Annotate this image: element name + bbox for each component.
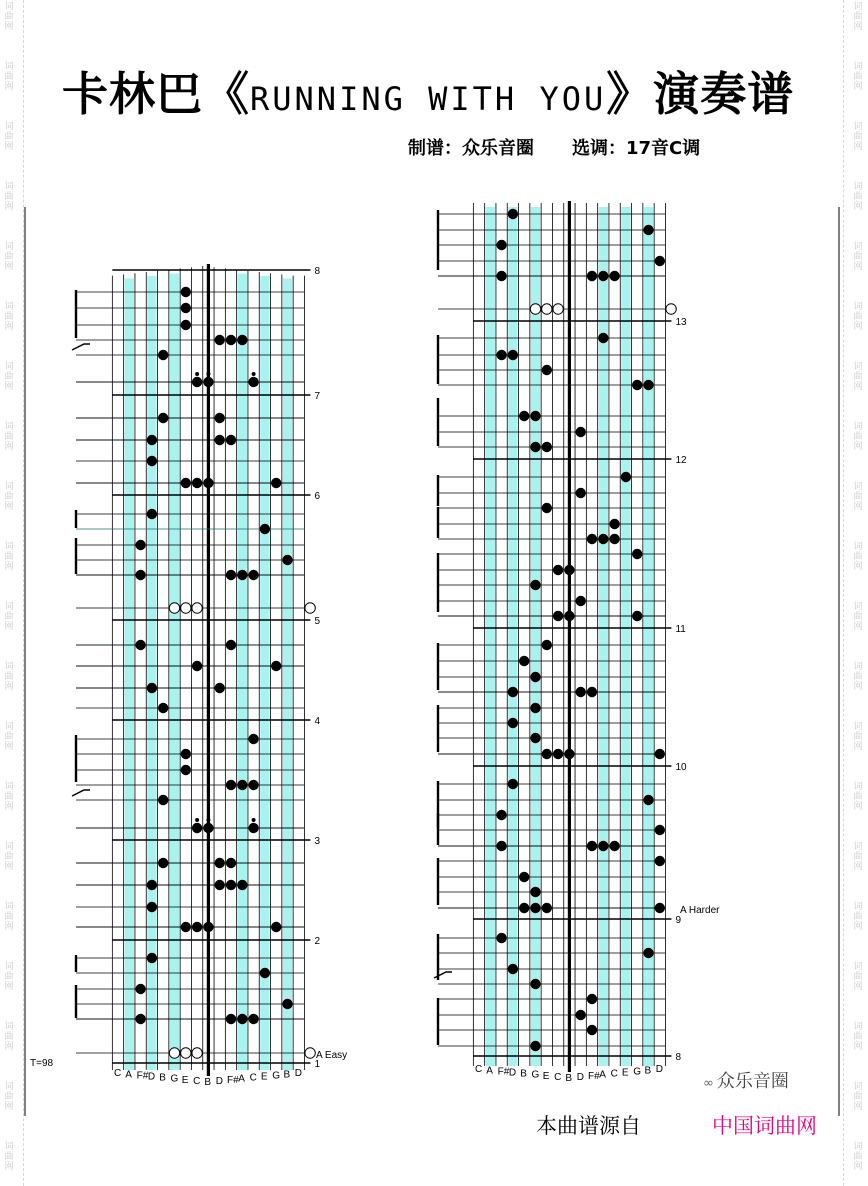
note-dot xyxy=(271,478,281,488)
watermark-mark: 词 曲 网 xyxy=(853,362,863,392)
note-dot xyxy=(519,872,529,882)
note-dot xyxy=(530,887,540,897)
note-dot xyxy=(158,795,168,805)
watermark-mark: 词 曲 网 xyxy=(4,182,14,212)
note-dot xyxy=(192,377,202,387)
note-dot xyxy=(564,611,574,621)
note-dot xyxy=(248,1014,258,1024)
note-dot xyxy=(181,922,191,932)
note-dot xyxy=(598,333,608,343)
teal-tine-band xyxy=(621,207,630,1066)
hold-note xyxy=(530,304,540,314)
watermark-mark: 词 曲 网 xyxy=(4,782,14,812)
note-dot xyxy=(215,335,225,345)
watermark-mark: 词 曲 网 xyxy=(853,482,863,512)
section-harder: A Harder xyxy=(680,905,720,916)
note-dot xyxy=(215,683,225,693)
note-dot xyxy=(576,596,586,606)
hold-note xyxy=(181,1048,191,1058)
note-dot xyxy=(192,478,202,488)
note-dot xyxy=(237,570,247,580)
key-label: D xyxy=(508,1067,517,1079)
note-dot xyxy=(496,933,506,943)
wechat-icon: ∞ xyxy=(703,1076,714,1091)
watermark-mark: 词 曲 网 xyxy=(853,842,863,872)
note-dot xyxy=(226,335,236,345)
note-dot xyxy=(226,858,236,868)
teal-tine-band xyxy=(508,207,517,1066)
note-dot xyxy=(203,377,213,387)
watermark-mark: 词 曲 网 xyxy=(853,542,863,572)
slur-mark xyxy=(72,790,90,796)
watermark-mark: 词 曲 网 xyxy=(853,422,863,452)
key-label: B xyxy=(565,1073,573,1084)
note-dot xyxy=(609,519,619,529)
note-dot xyxy=(587,534,597,544)
note-dot xyxy=(643,225,653,235)
teal-tine-band xyxy=(238,274,247,1070)
note-dot xyxy=(147,880,157,890)
measure-number: 7 xyxy=(314,391,321,402)
source-site: 中国词曲网 xyxy=(712,1114,817,1138)
note-dot xyxy=(508,350,518,360)
key-select: 选调：17音C调 xyxy=(572,138,701,159)
right-score-column xyxy=(434,201,839,1116)
note-dot xyxy=(643,380,653,390)
watermark-mark: 词 曲 网 xyxy=(853,302,863,332)
note-dot xyxy=(192,922,202,932)
note-dot xyxy=(215,413,225,423)
key-label: A xyxy=(238,1073,245,1085)
note-dot xyxy=(655,749,665,759)
note-dot xyxy=(553,749,563,759)
note-dot xyxy=(508,779,518,789)
note-dot xyxy=(248,734,258,744)
note-dot xyxy=(158,350,168,360)
note-dot xyxy=(530,672,540,682)
note-dot xyxy=(530,411,540,421)
watermark-mark: 词 曲 网 xyxy=(4,962,14,992)
note-dot xyxy=(530,979,540,989)
note-dot xyxy=(260,524,270,534)
hold-note xyxy=(192,603,202,613)
note-dot xyxy=(496,841,506,851)
watermark-mark: 词 曲 网 xyxy=(4,842,14,872)
note-dot xyxy=(192,661,202,671)
hold-note xyxy=(169,1048,179,1058)
note-dot xyxy=(181,287,191,297)
note-dot xyxy=(508,209,518,219)
note-dot xyxy=(632,380,642,390)
watermark-mark: 词 曲 网 xyxy=(4,1142,14,1172)
key-label: C xyxy=(610,1068,618,1080)
key-label: G xyxy=(531,1069,540,1081)
brand-text: 众乐音圈 xyxy=(716,1071,789,1092)
measure-number: 9 xyxy=(675,915,682,926)
watermark-mark: 词 曲 网 xyxy=(853,782,863,812)
note-dot xyxy=(248,377,258,387)
note-dot xyxy=(147,456,157,466)
key-label: A xyxy=(599,1069,606,1081)
note-dot xyxy=(237,880,247,890)
key-label: C xyxy=(114,1068,122,1080)
key-label: F# xyxy=(588,1070,600,1082)
note-dot xyxy=(598,534,608,544)
note-dot xyxy=(576,687,586,697)
measure-number: 11 xyxy=(675,624,686,635)
slur-mark xyxy=(434,972,452,978)
note-dot xyxy=(147,509,157,519)
watermark-mark: 词 曲 网 xyxy=(853,962,863,992)
note-dot xyxy=(587,1025,597,1035)
watermark-mark: 词 曲 网 xyxy=(4,722,14,752)
note-dot xyxy=(508,718,518,728)
note-dot xyxy=(542,903,552,913)
key-label: F# xyxy=(136,1070,149,1082)
note-dot xyxy=(226,435,236,445)
watermark-mark: 词 曲 网 xyxy=(853,602,863,632)
teal-tine-band xyxy=(125,278,134,1070)
key-label: A xyxy=(486,1065,493,1077)
note-dot xyxy=(203,823,213,833)
key-label: C xyxy=(475,1064,483,1076)
note-dot xyxy=(237,1014,247,1024)
section-easy: A Easy xyxy=(316,1050,348,1061)
brand-logo xyxy=(703,1067,789,1093)
watermark-mark: 词 曲 网 xyxy=(4,362,14,392)
measure-number: 8 xyxy=(675,1052,682,1063)
note-dot xyxy=(609,271,619,281)
note-dot xyxy=(643,795,653,805)
note-dot xyxy=(542,365,552,375)
note-dot xyxy=(158,703,168,713)
note-dot xyxy=(147,902,157,912)
hold-note xyxy=(666,304,676,314)
note-dot xyxy=(248,780,258,790)
note-dot xyxy=(587,271,597,281)
note-dot xyxy=(564,749,574,759)
key-label: D xyxy=(576,1071,584,1083)
note-dot xyxy=(621,472,631,482)
key-label: C xyxy=(554,1071,562,1083)
key-label: E xyxy=(260,1071,268,1083)
note-dot xyxy=(530,580,540,590)
note-dot xyxy=(655,903,665,913)
key-label: C xyxy=(249,1072,257,1084)
hold-note xyxy=(542,304,552,314)
key-label: C xyxy=(193,1075,201,1087)
key-label: B xyxy=(644,1065,652,1077)
note-dot xyxy=(587,994,597,1004)
note-dot xyxy=(203,922,213,932)
watermark-mark: 词 曲 网 xyxy=(853,2,863,32)
measure-number: 6 xyxy=(314,491,321,502)
note-dot xyxy=(496,810,506,820)
key-label: G xyxy=(272,1070,280,1082)
watermark-mark: 词 曲 网 xyxy=(853,1082,863,1112)
note-dot xyxy=(508,964,518,974)
note-dot xyxy=(530,903,540,913)
octave-dot xyxy=(206,818,210,822)
hold-note xyxy=(305,603,315,613)
octave-dot xyxy=(206,372,210,376)
key-label: B xyxy=(283,1069,291,1081)
note-dot xyxy=(496,271,506,281)
note-dot xyxy=(226,640,236,650)
measure-number: 13 xyxy=(675,317,687,328)
teal-tine-band xyxy=(531,207,540,1066)
measure-number: 2 xyxy=(314,936,321,947)
note-dot xyxy=(135,984,145,994)
key-label: D xyxy=(215,1075,223,1087)
octave-dot xyxy=(252,818,256,822)
note-dot xyxy=(530,703,540,713)
key-label: E xyxy=(542,1070,550,1082)
note-dot xyxy=(135,540,145,550)
note-dot xyxy=(147,683,157,693)
note-dot xyxy=(542,640,552,650)
note-dot xyxy=(519,903,529,913)
watermark-mark: 词 曲 网 xyxy=(853,1142,863,1172)
hold-note xyxy=(169,603,179,613)
note-dot xyxy=(553,565,563,575)
key-label: F# xyxy=(497,1066,510,1078)
key-label: F# xyxy=(227,1074,239,1086)
teal-tine-band xyxy=(283,278,292,1070)
measure-number: 4 xyxy=(314,716,321,727)
note-dot xyxy=(181,320,191,330)
watermark-mark: 词 曲 网 xyxy=(853,122,863,152)
measure-number: 12 xyxy=(675,455,687,466)
note-dot xyxy=(598,271,608,281)
note-dot xyxy=(248,823,258,833)
note-dot xyxy=(564,565,574,575)
watermark-mark: 词 曲 网 xyxy=(4,302,14,332)
note-dot xyxy=(496,240,506,250)
note-dot xyxy=(632,549,642,559)
watermark-mark: 词 曲 网 xyxy=(853,722,863,752)
note-dot xyxy=(519,411,529,421)
note-dot xyxy=(260,968,270,978)
key-label: G xyxy=(170,1073,179,1085)
watermark-mark: 词 曲 网 xyxy=(4,662,14,692)
note-dot xyxy=(271,661,281,671)
measure-number: 3 xyxy=(314,836,321,847)
tempo-label: T=98 xyxy=(30,1058,54,1069)
octave-dot xyxy=(252,372,256,376)
key-label: D xyxy=(655,1064,664,1076)
hold-note xyxy=(305,1048,315,1058)
watermark-mark: 词 曲 网 xyxy=(853,62,863,92)
note-dot xyxy=(542,749,552,759)
note-dot xyxy=(226,880,236,890)
note-dot xyxy=(587,841,597,851)
note-dot xyxy=(542,503,552,513)
note-dot xyxy=(643,948,653,958)
watermark-mark: 词 曲 网 xyxy=(4,902,14,932)
octave-dot xyxy=(195,372,199,376)
measure-number: 10 xyxy=(675,762,687,773)
watermark-mark: 词 曲 网 xyxy=(853,902,863,932)
hold-note xyxy=(181,603,191,613)
note-dot xyxy=(576,488,586,498)
watermark-mark: 词 曲 网 xyxy=(4,62,14,92)
note-dot xyxy=(203,478,213,488)
note-dot xyxy=(282,555,292,565)
watermark-mark: 词 曲 网 xyxy=(4,242,14,272)
key-label: E xyxy=(181,1074,189,1086)
key-label: B xyxy=(204,1077,212,1088)
measure-number: 8 xyxy=(314,266,321,277)
note-dot xyxy=(158,858,168,868)
note-dot xyxy=(655,256,665,266)
key-label: E xyxy=(621,1067,629,1079)
key-label: D xyxy=(294,1068,303,1080)
note-dot xyxy=(192,823,202,833)
note-dot xyxy=(598,841,608,851)
key-label: A xyxy=(125,1069,132,1081)
note-dot xyxy=(609,841,619,851)
note-dot xyxy=(181,303,191,313)
watermark-mark: 词 曲 网 xyxy=(853,182,863,212)
arranger: 制谱：众乐音圈 xyxy=(408,138,534,159)
measure-number: 1 xyxy=(314,1059,321,1070)
note-dot xyxy=(226,780,236,790)
teal-tine-band xyxy=(486,207,495,1066)
note-dot xyxy=(282,999,292,1009)
watermark-mark: 词 曲 网 xyxy=(4,1082,14,1112)
note-dot xyxy=(587,687,597,697)
note-dot xyxy=(530,1041,540,1051)
watermark-mark: 词 曲 网 xyxy=(853,662,863,692)
note-dot xyxy=(609,534,619,544)
note-dot xyxy=(158,413,168,423)
watermark-mark: 词 曲 网 xyxy=(4,122,14,152)
note-dot xyxy=(655,856,665,866)
title-suffix: 》演奏谱 xyxy=(606,67,795,121)
watermark-mark: 词 曲 网 xyxy=(853,242,863,272)
watermark-mark: 词 曲 网 xyxy=(4,542,14,572)
note-dot xyxy=(632,611,642,621)
key-label: D xyxy=(147,1071,156,1083)
note-dot xyxy=(237,780,247,790)
note-dot xyxy=(135,1014,145,1024)
note-dot xyxy=(542,442,552,452)
note-dot xyxy=(248,570,258,580)
title-prefix: 卡林巴《 xyxy=(62,67,250,121)
note-dot xyxy=(496,350,506,360)
teal-tine-band xyxy=(644,207,653,1066)
song-title: RUNNING WITH YOU xyxy=(250,80,607,118)
note-dot xyxy=(147,953,157,963)
note-dot xyxy=(508,687,518,697)
note-dot xyxy=(147,435,157,445)
note-dot xyxy=(226,570,236,580)
note-dot xyxy=(553,611,563,621)
teal-tine-band xyxy=(170,274,179,1070)
watermark-mark: 词 曲 网 xyxy=(4,422,14,452)
left-score-column xyxy=(25,207,347,1116)
note-dot xyxy=(181,478,191,488)
note-dot xyxy=(135,640,145,650)
note-dot xyxy=(215,858,225,868)
watermark-mark: 词 曲 网 xyxy=(4,602,14,632)
source-text: 本曲谱源自 xyxy=(536,1114,641,1138)
note-dot xyxy=(576,1010,586,1020)
note-dot xyxy=(530,733,540,743)
hold-note xyxy=(553,304,563,314)
note-dot xyxy=(215,880,225,890)
note-dot xyxy=(530,442,540,452)
note-dot xyxy=(576,427,586,437)
key-label: B xyxy=(159,1072,166,1084)
hold-note xyxy=(192,1048,202,1058)
note-dot xyxy=(519,656,529,666)
note-dot xyxy=(271,922,281,932)
note-dot xyxy=(135,570,145,580)
key-label: B xyxy=(520,1068,527,1080)
key-label: G xyxy=(633,1066,641,1078)
note-dot xyxy=(655,825,665,835)
watermark-mark: 词 曲 网 xyxy=(4,2,14,32)
note-dot xyxy=(226,1014,236,1024)
note-dot xyxy=(181,765,191,775)
watermark-mark: 词 曲 网 xyxy=(4,1022,14,1052)
note-dot xyxy=(237,335,247,345)
watermark-mark: 词 曲 网 xyxy=(4,482,14,512)
note-dot xyxy=(181,749,191,759)
octave-dot xyxy=(195,818,199,822)
watermark-mark: 词 曲 网 xyxy=(853,1022,863,1052)
slur-mark xyxy=(72,344,90,350)
measure-number: 5 xyxy=(314,616,321,627)
note-dot xyxy=(215,435,225,445)
